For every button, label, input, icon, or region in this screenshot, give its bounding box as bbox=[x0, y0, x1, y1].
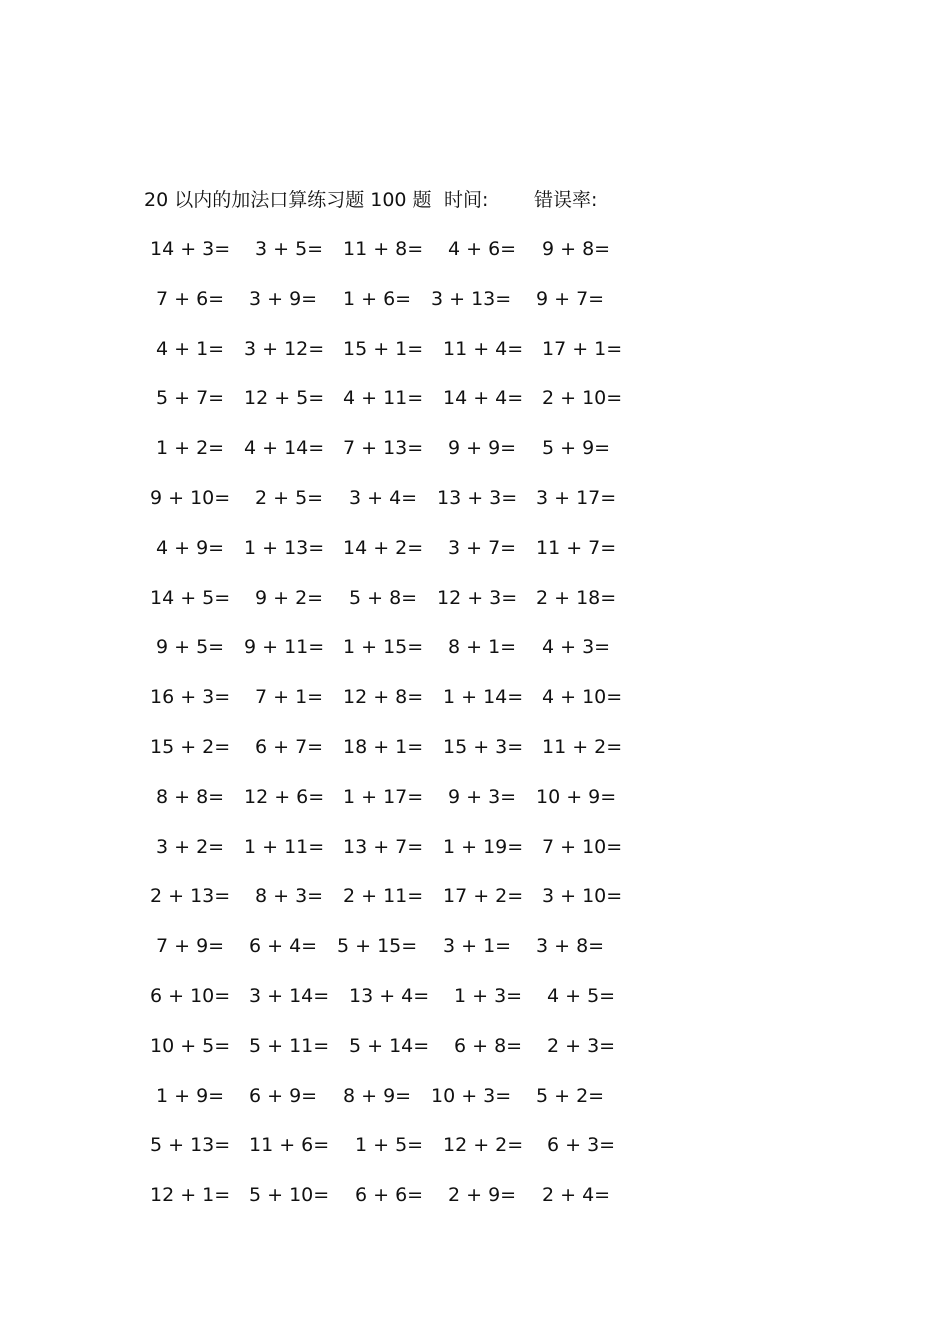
problem-item: 5 + 10= bbox=[249, 1184, 330, 1206]
problem-item: 7 + 6= bbox=[156, 288, 225, 310]
problem-item: 9 + 2= bbox=[255, 587, 324, 609]
problem-item: 14 + 2= bbox=[343, 537, 424, 559]
problem-item: 12 + 2= bbox=[443, 1134, 524, 1156]
problem-item: 4 + 6= bbox=[448, 238, 517, 260]
problem-item: 9 + 3= bbox=[448, 786, 517, 808]
problem-item: 14 + 3= bbox=[150, 238, 231, 260]
problem-item: 1 + 9= bbox=[156, 1085, 225, 1107]
problem-item: 3 + 14= bbox=[249, 985, 330, 1007]
problem-item: 5 + 14= bbox=[349, 1035, 430, 1057]
problem-item: 1 + 6= bbox=[343, 288, 412, 310]
problem-item: 1 + 15= bbox=[343, 636, 424, 658]
problem-item: 10 + 5= bbox=[150, 1035, 231, 1057]
problem-item: 5 + 8= bbox=[349, 587, 418, 609]
problem-item: 10 + 3= bbox=[431, 1085, 512, 1107]
problem-item: 1 + 19= bbox=[443, 836, 524, 858]
problem-item: 3 + 13= bbox=[431, 288, 512, 310]
problem-item: 16 + 3= bbox=[150, 686, 231, 708]
problem-item: 4 + 11= bbox=[343, 387, 424, 409]
problem-item: 4 + 14= bbox=[244, 437, 325, 459]
problem-item: 11 + 2= bbox=[542, 736, 623, 758]
problem-item: 8 + 9= bbox=[343, 1085, 412, 1107]
problem-item: 5 + 7= bbox=[156, 387, 225, 409]
problem-item: 6 + 9= bbox=[249, 1085, 318, 1107]
problem-item: 5 + 13= bbox=[150, 1134, 231, 1156]
problem-item: 7 + 1= bbox=[255, 686, 324, 708]
problem-item: 1 + 13= bbox=[244, 537, 325, 559]
problem-item: 12 + 3= bbox=[437, 587, 518, 609]
problem-item: 15 + 3= bbox=[443, 736, 524, 758]
problem-item: 12 + 5= bbox=[244, 387, 325, 409]
problem-item: 5 + 2= bbox=[536, 1085, 605, 1107]
problem-item: 2 + 4= bbox=[542, 1184, 611, 1206]
problem-item: 1 + 17= bbox=[343, 786, 424, 808]
problem-item: 14 + 5= bbox=[150, 587, 231, 609]
problem-item: 4 + 5= bbox=[547, 985, 616, 1007]
problem-item: 6 + 7= bbox=[255, 736, 324, 758]
problem-item: 11 + 8= bbox=[343, 238, 424, 260]
problem-item: 8 + 1= bbox=[448, 636, 517, 658]
problem-item: 9 + 10= bbox=[150, 487, 231, 509]
problem-item: 4 + 3= bbox=[542, 636, 611, 658]
problem-item: 9 + 11= bbox=[244, 636, 325, 658]
problem-item: 9 + 8= bbox=[542, 238, 611, 260]
problem-item: 2 + 10= bbox=[542, 387, 623, 409]
problem-item: 13 + 3= bbox=[437, 487, 518, 509]
problem-item: 1 + 5= bbox=[355, 1134, 424, 1156]
problem-item: 2 + 3= bbox=[547, 1035, 616, 1057]
problem-item: 15 + 2= bbox=[150, 736, 231, 758]
problem-item: 10 + 9= bbox=[536, 786, 617, 808]
problem-item: 2 + 9= bbox=[448, 1184, 517, 1206]
problem-item: 3 + 17= bbox=[536, 487, 617, 509]
problem-item: 6 + 10= bbox=[150, 985, 231, 1007]
problem-item: 9 + 9= bbox=[448, 437, 517, 459]
problem-item: 5 + 9= bbox=[542, 437, 611, 459]
problem-item: 17 + 1= bbox=[542, 338, 623, 360]
problem-item: 3 + 1= bbox=[443, 935, 512, 957]
problem-item: 11 + 7= bbox=[536, 537, 617, 559]
problem-item: 13 + 7= bbox=[343, 836, 424, 858]
problem-item: 3 + 2= bbox=[156, 836, 225, 858]
problem-item: 6 + 8= bbox=[454, 1035, 523, 1057]
problem-item: 17 + 2= bbox=[443, 885, 524, 907]
problem-item: 3 + 8= bbox=[536, 935, 605, 957]
problem-item: 9 + 5= bbox=[156, 636, 225, 658]
problem-item: 5 + 11= bbox=[249, 1035, 330, 1057]
problem-item: 3 + 7= bbox=[448, 537, 517, 559]
problem-item: 2 + 11= bbox=[343, 885, 424, 907]
problem-item: 7 + 10= bbox=[542, 836, 623, 858]
problem-item: 4 + 10= bbox=[542, 686, 623, 708]
problem-item: 1 + 11= bbox=[244, 836, 325, 858]
problem-item: 8 + 8= bbox=[156, 786, 225, 808]
problem-item: 5 + 15= bbox=[337, 935, 418, 957]
problem-item: 3 + 12= bbox=[244, 338, 325, 360]
problem-item: 2 + 18= bbox=[536, 587, 617, 609]
problem-item: 13 + 4= bbox=[349, 985, 430, 1007]
error-rate-label: 错误率: bbox=[534, 189, 598, 211]
worksheet-title: 20 以内的加法口算练习题 100 题 bbox=[144, 189, 432, 211]
problem-item: 6 + 6= bbox=[355, 1184, 424, 1206]
problem-item: 6 + 4= bbox=[249, 935, 318, 957]
problem-item: 1 + 3= bbox=[454, 985, 523, 1007]
problem-item: 11 + 6= bbox=[249, 1134, 330, 1156]
problem-item: 3 + 9= bbox=[249, 288, 318, 310]
problem-item: 7 + 9= bbox=[156, 935, 225, 957]
problem-item: 4 + 1= bbox=[156, 338, 225, 360]
problem-item: 8 + 3= bbox=[255, 885, 324, 907]
problem-item: 18 + 1= bbox=[343, 736, 424, 758]
problem-item: 12 + 6= bbox=[244, 786, 325, 808]
problem-item: 11 + 4= bbox=[443, 338, 524, 360]
problem-item: 6 + 3= bbox=[547, 1134, 616, 1156]
problem-item: 2 + 13= bbox=[150, 885, 231, 907]
problem-item: 7 + 13= bbox=[343, 437, 424, 459]
problem-item: 3 + 4= bbox=[349, 487, 418, 509]
problem-item: 4 + 9= bbox=[156, 537, 225, 559]
problem-item: 3 + 5= bbox=[255, 238, 324, 260]
problem-item: 1 + 14= bbox=[443, 686, 524, 708]
problem-item: 12 + 8= bbox=[343, 686, 424, 708]
problem-item: 15 + 1= bbox=[343, 338, 424, 360]
problem-item: 1 + 2= bbox=[156, 437, 225, 459]
problem-item: 9 + 7= bbox=[536, 288, 605, 310]
problem-item: 14 + 4= bbox=[443, 387, 524, 409]
problem-item: 2 + 5= bbox=[255, 487, 324, 509]
problem-item: 12 + 1= bbox=[150, 1184, 231, 1206]
problem-item: 3 + 10= bbox=[542, 885, 623, 907]
time-label: 时间: bbox=[444, 189, 489, 211]
